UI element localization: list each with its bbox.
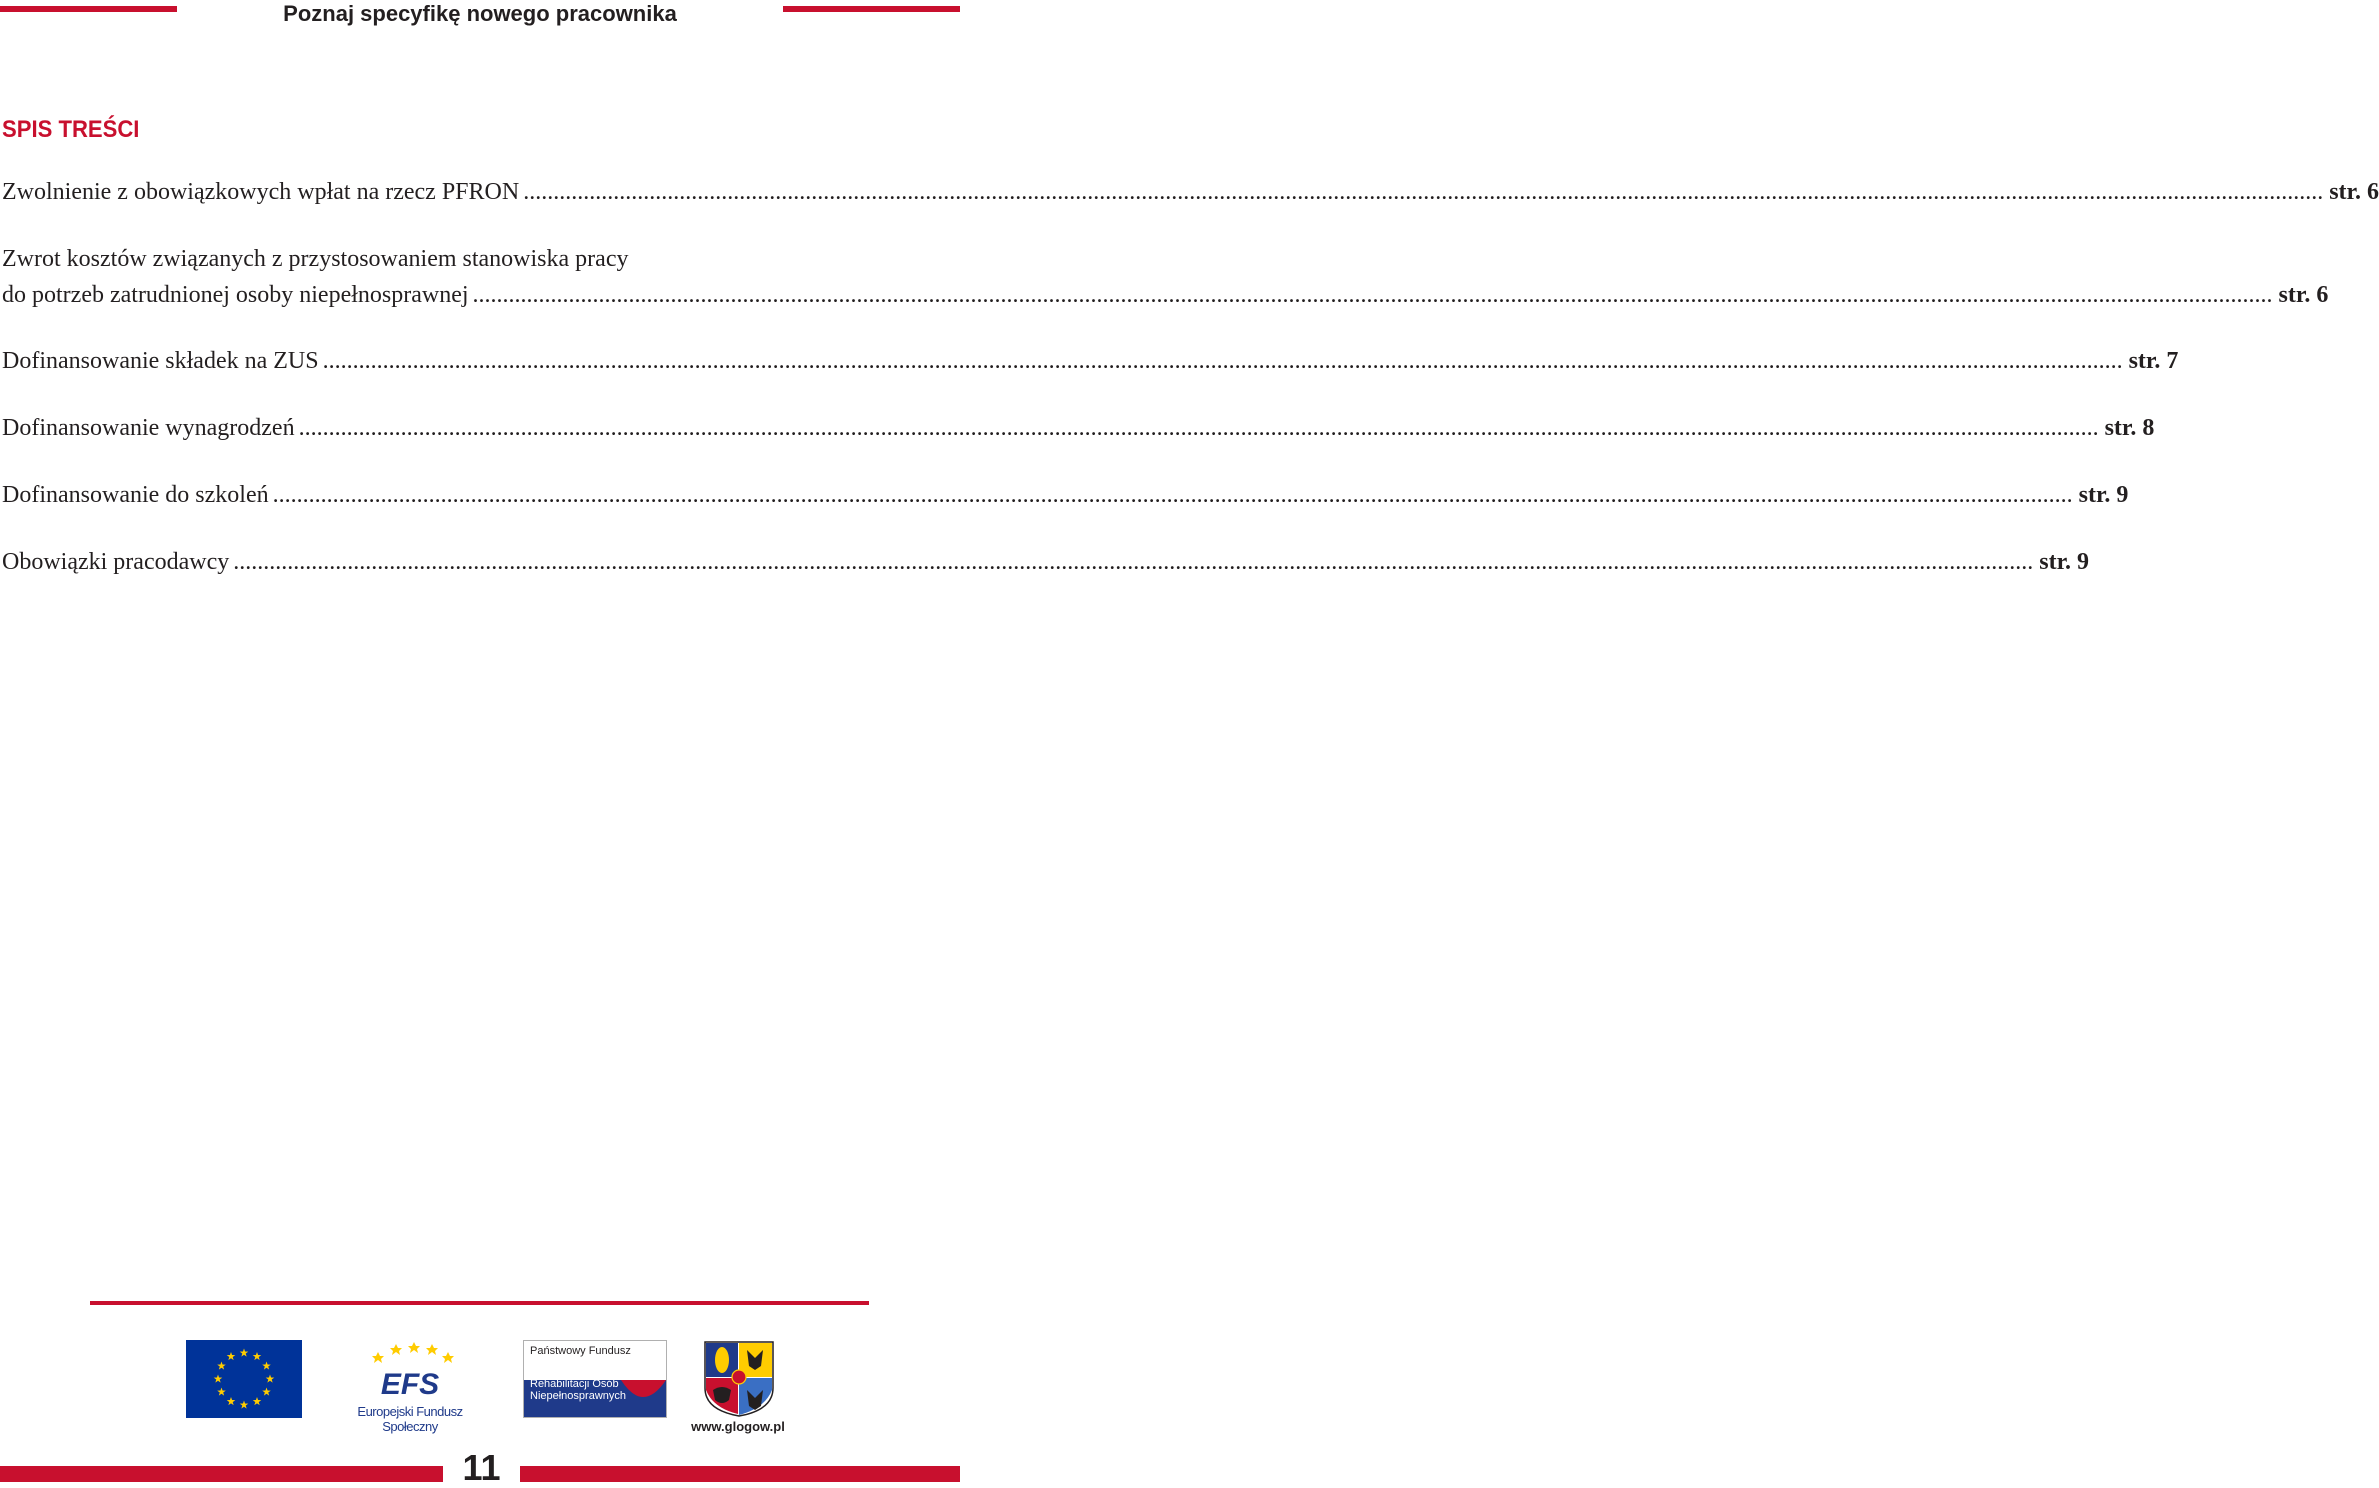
toc-entry-title: Obowiązki pracodawcy <box>2 549 230 575</box>
efs-caption: Europejski Fundusz Społeczny <box>357 1404 463 1434</box>
toc-page-number: str. 8 <box>2104 415 2155 441</box>
toc-leader-dots: ............................................................................................................................................................................................................................................................................................................ <box>298 415 2099 441</box>
toc-leader-dots: ............................................................................................................................................................................................................................................................................................................ <box>272 482 2073 508</box>
toc-page-number: str. 7 <box>2128 348 2179 374</box>
toc-entry-title: Dofinansowanie do szkoleń <box>2 482 269 508</box>
toc-leader-dots: ............................................................................................................................................................................................................................................................................................................ <box>472 282 2273 308</box>
toc-page-number: str. 9 <box>2078 482 2129 508</box>
efs-logo-icon <box>362 1338 458 1400</box>
glogow-url: www.glogow.pl <box>691 1419 785 1434</box>
toc-entry[interactable] <box>2 410 2155 446</box>
toc-leader-dots: ............................................................................................................................................................................................................................................................................................................ <box>233 549 2034 575</box>
footer-rule <box>90 1301 869 1305</box>
page-header-title: Poznaj specyfikę nowego pracownika <box>283 1 677 26</box>
footer-bar-right <box>520 1466 960 1482</box>
toc-entry-title: Dofinansowanie składek na ZUS <box>2 348 319 374</box>
toc-entry[interactable] <box>2 241 2329 313</box>
toc-entry[interactable] <box>2 174 2379 210</box>
toc-page-number: str. 6 <box>2278 282 2329 308</box>
pfron-logo-line: Państwowy Fundusz <box>530 1345 631 1357</box>
footer-bar-left <box>0 1466 443 1482</box>
eu-flag-icon <box>186 1340 302 1418</box>
toc-heading: SPIS TREŚCI <box>2 116 140 143</box>
page-number: 11 <box>462 1447 501 1488</box>
toc-entry[interactable] <box>2 477 2129 513</box>
toc-page-number: str. 9 <box>2039 549 2090 575</box>
toc-leader-dots: ............................................................................................................................................................................................................................................................................................................ <box>523 179 2324 205</box>
header-rule-left <box>0 6 177 12</box>
toc-page-number: str. 6 <box>2329 179 2379 205</box>
toc-entry-title: do potrzeb zatrudnionej osoby niepełnosprawnej <box>2 282 469 308</box>
toc-entry-title: Zwolnienie z obowiązkowych wpłat na rzecz PFRON <box>2 179 520 205</box>
toc-entry[interactable] <box>2 343 2179 379</box>
toc-entry-title: Dofinansowanie wynagrodzeń <box>2 415 295 441</box>
efs-logo-mark: EFS <box>380 1368 440 1401</box>
header-rule-right <box>783 6 960 12</box>
glogow-coat-of-arms-icon <box>703 1340 775 1418</box>
toc-entry[interactable] <box>2 544 2090 580</box>
pfron-logo-line: Niepełnosprawnych <box>530 1390 626 1402</box>
toc-leader-dots: ............................................................................................................................................................................................................................................................................................................ <box>322 348 2123 374</box>
pfron-logo-line: Rehabilitacji Osób <box>530 1378 619 1390</box>
toc-entry-title: Zwrot kosztów związanych z przystosowaniem stanowiska pracy <box>2 246 629 272</box>
